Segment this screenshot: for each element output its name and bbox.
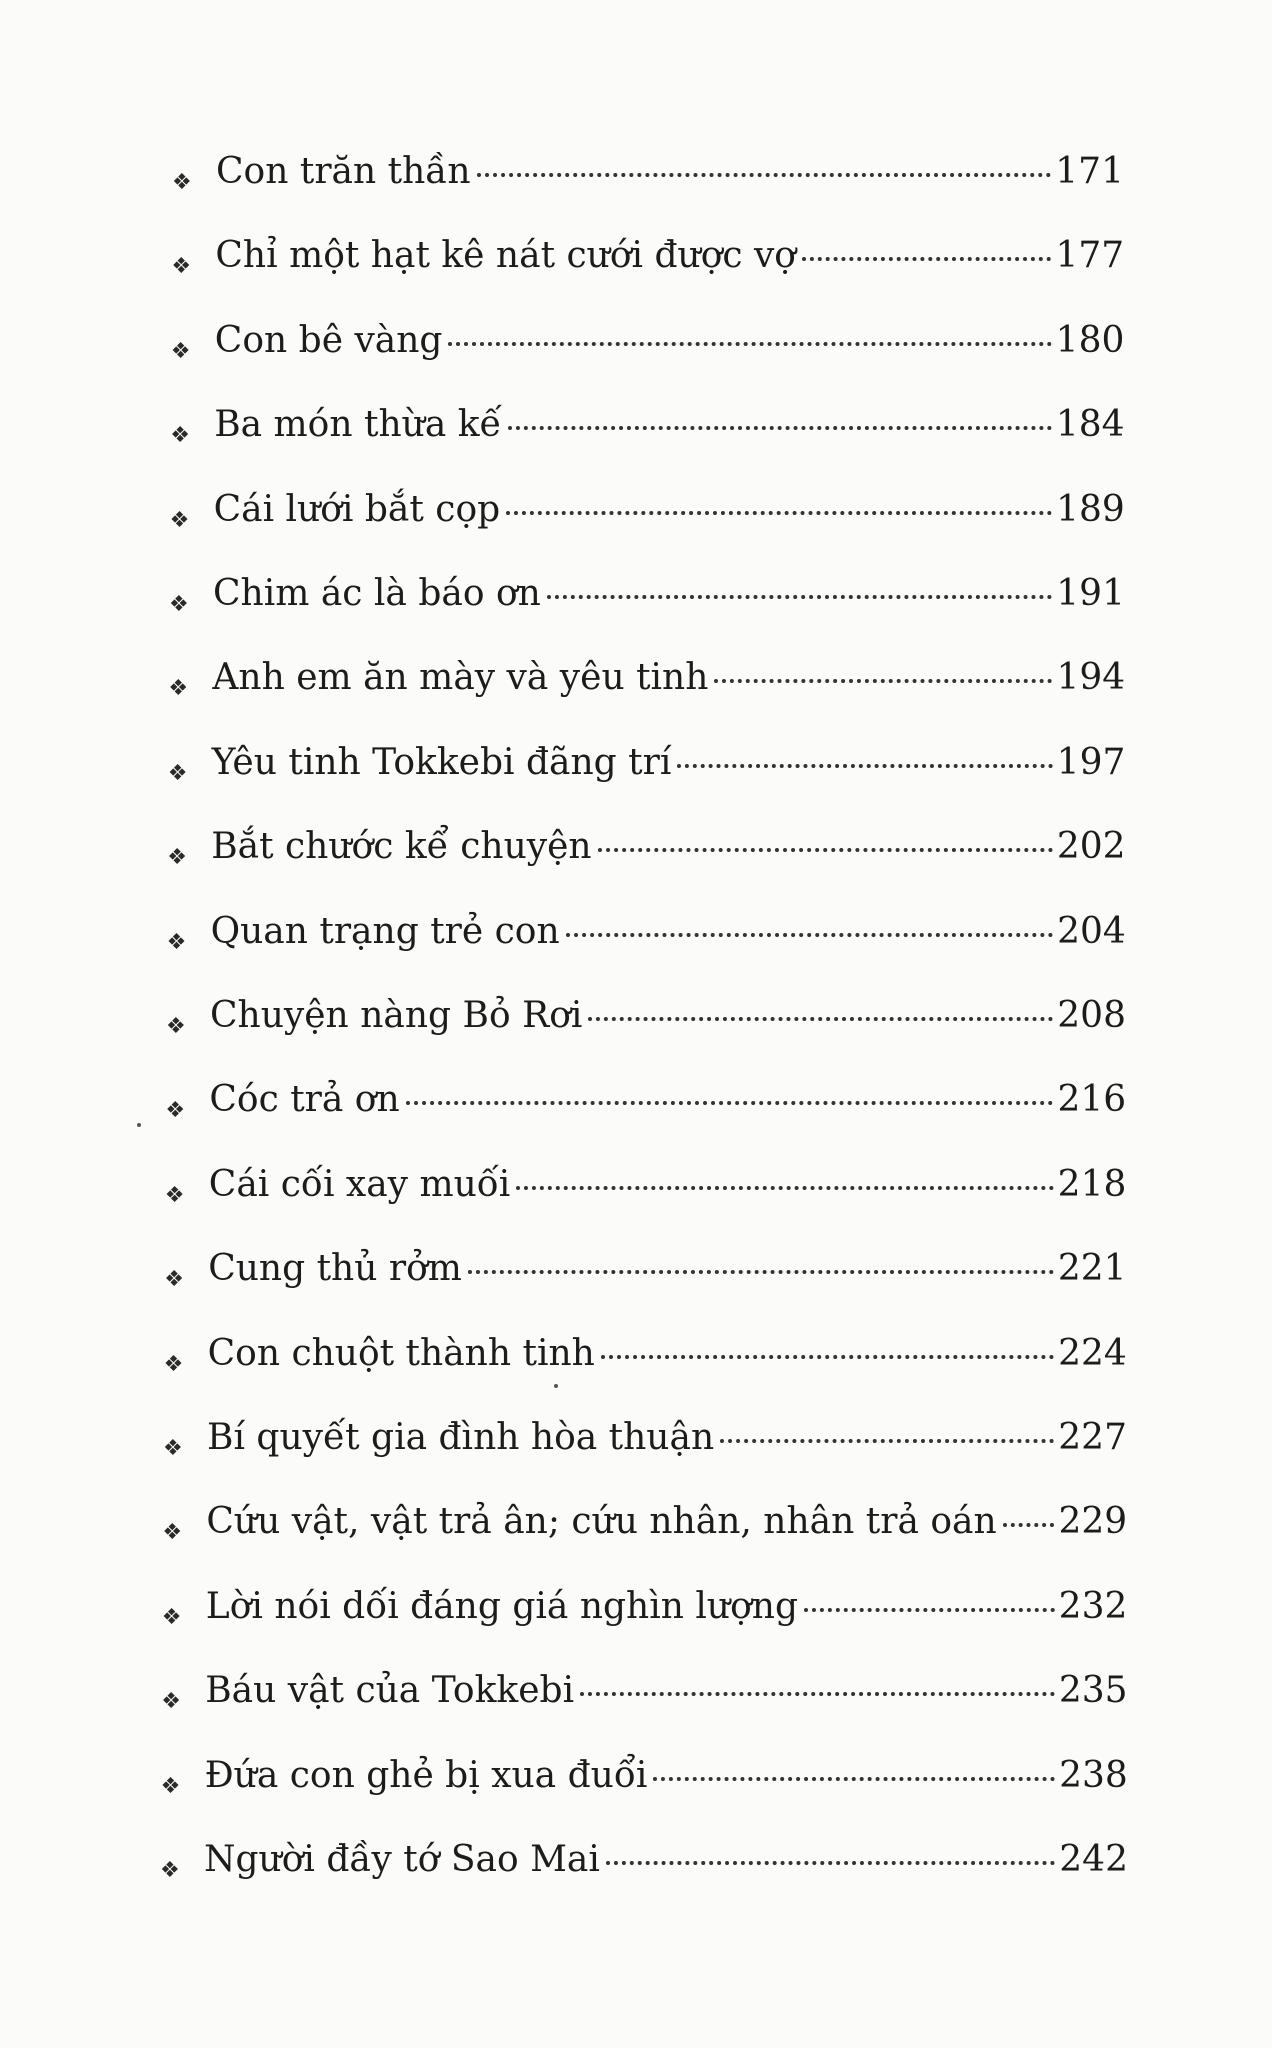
toc-entry [167,904,1126,960]
diamond-bullet-icon: ❖ [161,1604,182,1630]
diamond-bullet-icon: ❖ [166,929,187,955]
toc-entry [164,1241,1126,1297]
dot-leader [606,1861,1055,1865]
toc-entry [163,1410,1127,1466]
toc-entry-page-number: 194 [1056,657,1126,699]
dot-leader [804,1608,1055,1612]
dot-leader [566,933,1053,937]
diamond-bullet-icon: ❖ [172,170,192,195]
toc-entry [170,397,1124,453]
diamond-bullet-icon: ❖ [163,1436,183,1461]
dot-leader [1003,1523,1055,1527]
dot-leader [506,511,1052,515]
dot-leader [508,426,1052,430]
toc-entry-title: Quan trạng trẻ con [210,910,560,952]
dot-leader [720,1439,1054,1443]
dot-leader [580,1692,1055,1696]
diamond-bullet-icon: ❖ [163,1351,184,1377]
toc-entry-page-number: 229 [1058,1501,1128,1543]
dot-leader [802,257,1051,261]
toc-entry [172,144,1124,200]
dot-leader [448,342,1051,346]
dot-leader [588,1017,1053,1021]
toc-entry-title: Cái cối xay muối [208,1163,511,1205]
diamond-bullet-icon: ❖ [160,1773,181,1799]
toc-entry-page-number: 197 [1056,741,1126,783]
toc-entry-title: Bí quyết gia đình hòa thuận [207,1417,715,1458]
toc-entry [171,313,1125,369]
dot-leader [547,595,1052,599]
diamond-bullet-icon: ❖ [171,254,192,280]
diamond-bullet-icon: ❖ [165,1098,186,1124]
toc-entry-page-number: 232 [1058,1585,1128,1627]
toc-entry-page-number: 218 [1057,1163,1127,1205]
dot-leader [477,173,1052,177]
toc-entry-title: Ba món thừa kế [214,404,502,446]
toc-entry-page-number: 180 [1055,319,1125,361]
toc-entry-page-number: 235 [1058,1670,1128,1712]
toc-entry-title: Con bê vàng [214,319,443,361]
toc-entry-title: Cứu vật, vật trả ân; cứu nhân, nhân trả oán [206,1501,997,1543]
toc-entry-title: Yêu tinh Tokkebi đãng trí [211,741,672,783]
diamond-bullet-icon: ❖ [169,592,189,617]
toc-entry [162,1579,1128,1635]
page-speck [554,1384,558,1388]
toc-entry-page-number: 238 [1059,1754,1128,1796]
toc-entry-page-number: 221 [1057,1248,1127,1290]
dot-leader [468,1270,1054,1274]
toc-entry [161,1748,1128,1804]
dot-leader [406,1101,1054,1105]
toc-entry-title: Cái lưới bắt cọp [213,488,501,530]
toc-entry-title: Người đầy tớ Sao Mai [204,1839,600,1880]
toc-entry-page-number: 204 [1057,910,1126,952]
toc-entry-title: Đứa con ghẻ bị xua đuổi [204,1754,648,1796]
diamond-bullet-icon: ❖ [168,676,189,702]
dot-leader [714,679,1052,683]
toc-entry [170,482,1125,538]
toc-entry [167,819,1125,875]
page-speck [137,1123,141,1127]
toc-entry [166,988,1126,1044]
toc-entry-title: Cung thủ rởm [208,1248,462,1290]
toc-entry-page-number: 208 [1057,995,1126,1036]
diamond-bullet-icon: ❖ [162,1520,183,1546]
dot-leader [653,1777,1055,1781]
toc-entry-title: Con trăn thần [216,151,471,192]
toc-entry-page-number: 216 [1057,1079,1127,1121]
toc-entry-title: Lời nói dối đáng giá nghìn lượng [205,1585,798,1627]
toc-entry-page-number: 224 [1058,1332,1127,1374]
toc-entry-title: Chuyện nàng Bỏ Rơi [210,995,583,1036]
toc-entry [160,1832,1128,1888]
toc-entry [165,1072,1126,1128]
diamond-bullet-icon: ❖ [164,1182,185,1208]
toc-entry [168,735,1126,791]
diamond-bullet-icon: ❖ [170,423,190,449]
toc-entry-title: Bắt chước kể chuyện [211,826,592,868]
dot-leader [598,848,1053,852]
diamond-bullet-icon: ❖ [170,338,191,364]
toc-entry-page-number: 171 [1055,151,1124,192]
toc-entry-title: Chỉ một hạt kê nát cưới được vợ [215,235,796,277]
toc-entry [161,1663,1127,1719]
toc-entry [164,1326,1127,1382]
toc-entry [162,1494,1127,1550]
toc-entry-page-number: 242 [1059,1839,1128,1880]
dot-leader [677,764,1052,768]
diamond-bullet-icon: ❖ [167,760,188,786]
toc-entry-page-number: 189 [1056,488,1125,530]
diamond-bullet-icon: ❖ [164,1267,184,1293]
toc-entry-title: Cóc trả ơn [209,1079,400,1121]
diamond-bullet-icon: ❖ [167,845,187,871]
toc-entry-page-number: 227 [1058,1417,1127,1458]
diamond-bullet-icon: ❖ [169,507,190,533]
diamond-bullet-icon: ❖ [166,1014,186,1039]
toc-entry-title: Chim ác là báo ơn [213,573,541,614]
toc-entry [171,228,1124,284]
diamond-bullet-icon: ❖ [161,1689,181,1715]
toc-entry-page-number: 177 [1055,235,1125,277]
toc-entry-page-number: 191 [1056,573,1125,614]
toc-entry-page-number: 202 [1056,826,1126,868]
toc-entry-page-number: 184 [1055,404,1125,446]
toc-entry-title: Anh em ăn mày và yêu tinh [212,657,709,699]
toc-entry-title: Báu vật của Tokkebi [205,1670,575,1712]
toc-entry [169,566,1125,622]
toc-entry-title: Con chuột thành tinh [207,1332,595,1374]
toc-entry [165,1157,1127,1213]
dot-leader [601,1355,1054,1359]
toc-entry [168,650,1125,706]
diamond-bullet-icon: ❖ [160,1858,180,1883]
dot-leader [516,1186,1053,1190]
